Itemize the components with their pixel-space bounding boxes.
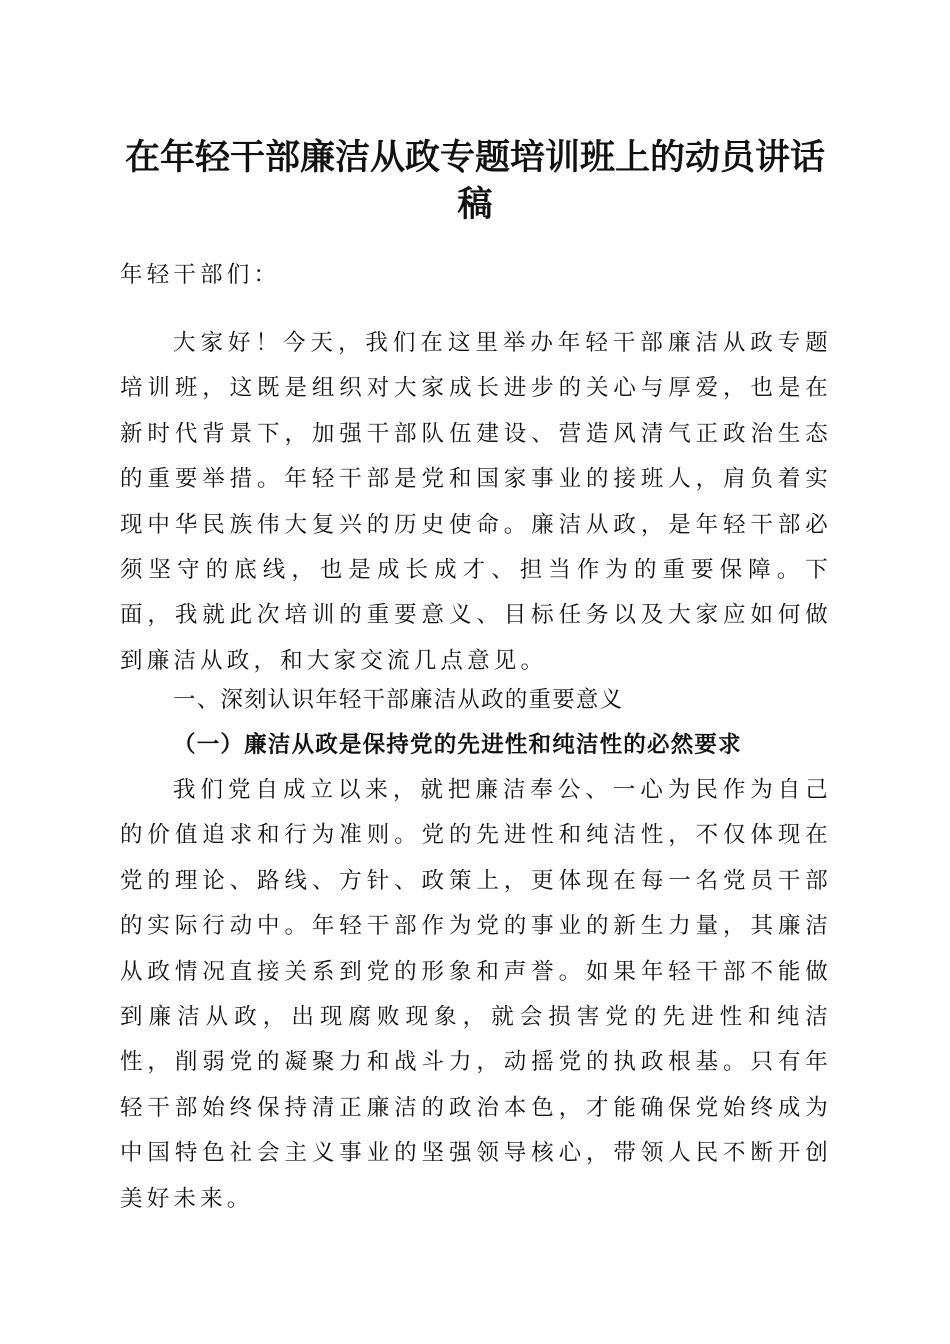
opening-paragraph: 大家好！今天，我们在这里举办年轻干部廉洁从政专题培训班，这既是组织对大家成长进步的关心与厚爱，也是在新时代背景下，加强干部队伍建设、营造风清气正政治生态的重要举措。年轻干部是党和国家事业的接班人，肩负着实现中华民族伟大复兴的历史使命。廉洁从政，是年轻干部必须坚守的底线，也是成长成才、担当作为的重要保障。下面，我就此次培训的重要意义、目标任务以及大家应如何做到廉洁从政，和大家交流几点意见。 — [120, 330, 832, 674]
section-heading: 一、深刻认识年轻干部廉洁从政的重要意义 — [173, 687, 624, 713]
salutation: 年轻干部们： — [120, 262, 281, 288]
subsection-heading: （一）廉洁从政是保持党的先进性和纯洁性的必然要求 — [173, 732, 742, 758]
document-title: 在年轻干部廉洁从政专题培训班上的动员讲话稿 — [124, 137, 825, 225]
body-paragraph: 我们党自成立以来，就把廉洁奉公、一心为民作为自己的价值追求和行为准则。党的先进性和纯洁性，不仅体现在党的理论、路线、方针、政策上，更体现在每一名党员干部的实际行动中。年轻干部作为党的事业的新生力量，其廉洁从政情况直接关系到党的形象和声誉。如果年轻干部不能做到廉洁从政，出现腐败现象，就会损害党的先进性和纯洁性，削弱党的凝聚力和战斗力，动摇党的执政根基。只有年轻干部始终保持清正廉洁的政治本色，才能确保党始终成为中国特色社会主义事业的坚强领导核心，带领人民不断开创美好未来。 — [120, 777, 832, 1212]
